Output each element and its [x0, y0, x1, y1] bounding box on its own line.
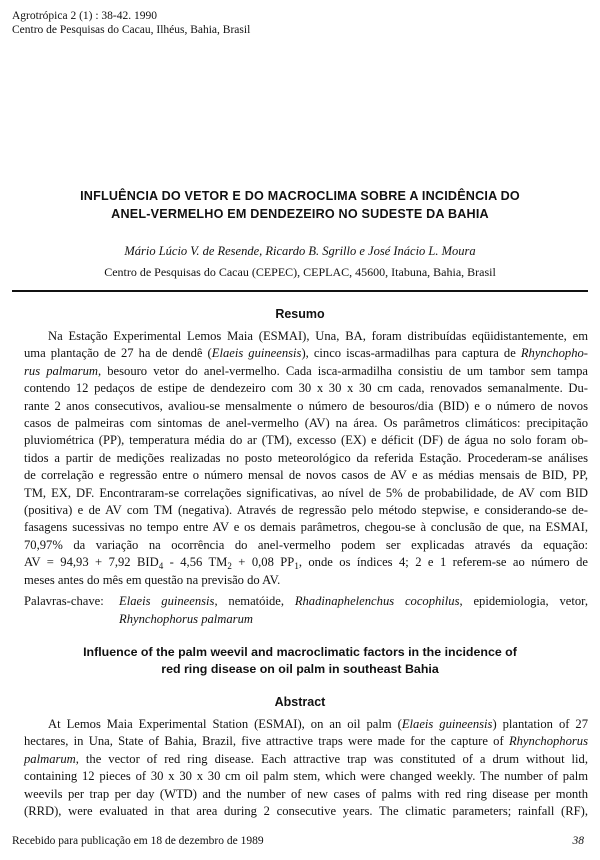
- text-segment: 70,97% da variação na ocorrência do anel-vermelho podem ser explicadas através da equação:: [24, 537, 588, 552]
- title-pt: [0, 187, 600, 223]
- text-segment: meses antes do mês em questão na previsão do AV.: [24, 572, 281, 587]
- italic-term: Elaeis guineensis: [401, 716, 493, 731]
- text-segment: rante 2 anos consecutivos, avaliou-se mensalmente o número de besouros/dia (BID) e o número de novos: [24, 398, 588, 413]
- text-line: [24, 363, 588, 380]
- subscript: 1: [294, 561, 299, 572]
- italic-term: rus palmarum: [24, 363, 98, 378]
- italic-term: Elaeis guineensis: [119, 594, 215, 609]
- text-line: [24, 328, 588, 345]
- text-line: [24, 432, 588, 449]
- subscript: 2: [227, 561, 232, 572]
- text-line: [24, 768, 588, 785]
- text-line: [24, 502, 588, 519]
- text-segment: (RRD), were evaluated in that area during 2 consecutive years. The climatic parameters; rainfall (RF),: [24, 803, 588, 818]
- text-line: [24, 450, 588, 467]
- journal-citation: Agrotrópica 2 (1) : 38-42. 1990: [12, 10, 157, 22]
- header-divider: [12, 290, 588, 292]
- text-line: [24, 415, 588, 432]
- text-line: [24, 467, 588, 484]
- text-line: [24, 398, 588, 415]
- footer: [12, 834, 584, 848]
- text-line: [24, 537, 588, 554]
- text-segment: contendo 12 pedaços de estipe de dendezeiro com 30 x 30 x 30 cm cada, renovados semanalmente. Du-: [24, 381, 588, 396]
- text-segment: At Lemos Maia Experimental Station (ESMAI), on an oil palm (: [48, 716, 402, 731]
- text-line: [24, 554, 588, 571]
- text-segment: tidos a partir de medições realizadas no posto meteorológico da referida Estação. Procederam-se análises: [24, 450, 588, 465]
- text-line: [24, 485, 588, 502]
- text-segment: ), cinco iscas-armadilhas para captura de: [301, 346, 521, 361]
- italic-term: Rhadinaphelenchus cocophilus: [294, 594, 460, 609]
- text-segment: , the vector of red ring disease. Each attractive trap was constituted of a drum without lid,: [75, 751, 588, 766]
- text-segment: , onde os índices 4; 2 e 1 referem-se ao número de: [298, 555, 588, 570]
- publisher-line: Centro de Pesquisas do Cacau, Ilhéus, Bahia, Brasil: [12, 24, 251, 36]
- abstract-body: [24, 716, 588, 820]
- keywords-list: [119, 593, 588, 628]
- text-line: [24, 751, 588, 768]
- italic-term: Elaeis guineensis: [211, 346, 302, 361]
- text-segment: de correlação e regressão entre o número mensal de novos casos de AV e as médias mensais de BID, PP,: [24, 468, 588, 483]
- text-line: [24, 519, 588, 536]
- text-segment: (positiva) e de AV com TM (negativa). Através de regressão pelo método stepwise, e considerando-se de-: [24, 503, 588, 518]
- text-segment: uma plantação de 27 ha de dendê (: [24, 346, 212, 361]
- text-segment: TM, EX, DF. Encontraram-se correlações significativas, ao nível de 5% de probabilidade, de AV com BID: [24, 485, 588, 500]
- text-line: [24, 572, 588, 589]
- affiliation: Centro de Pesquisas do Cacau (CEPEC), CEPLAC, 45600, Itabuna, Bahia, Brasil: [104, 265, 496, 279]
- italic-term: Rhynchophorus: [508, 734, 588, 749]
- text-segment: ) plantation of 27: [492, 716, 589, 731]
- text-segment: pluviométrica (PP), temperatura média do ar (TM), excesso (EX) e déficit (DF) de água no solo foram ob-: [24, 433, 588, 448]
- text-segment: - 4,56 TM: [163, 555, 228, 570]
- received-date: Recebido para publicação em 18 de dezembro de 1989: [12, 835, 264, 848]
- italic-term: palmarum: [24, 751, 76, 766]
- page-number: 38: [572, 835, 584, 848]
- keywords-label: Palavras-chave:: [24, 594, 104, 609]
- text-line: [119, 611, 588, 628]
- text-segment: AV = 94,93 + 7,92 BID: [24, 555, 159, 570]
- text-segment: , besouro vetor do anel-vermelho. Cada isca-armadilha consistiu de um tambor sem tampa: [97, 363, 588, 378]
- abstract-heading: Abstract: [274, 694, 326, 709]
- authors: Mário Lúcio V. de Resende, Ricardo B. Sgrillo e José Inácio L. Moura: [124, 244, 476, 258]
- title-en: [0, 644, 600, 678]
- text-segment: , nematóide,: [214, 594, 295, 609]
- text-line: [24, 803, 588, 820]
- text-segment: hectares, in Una, State of Bahia, Brazil, five attractive traps were made for the capture of: [24, 734, 509, 749]
- italic-term: Rhynchopho-: [520, 346, 588, 361]
- text-line: [24, 345, 588, 362]
- title-pt-line-2: ANEL-VERMELHO EM DENDEZEIRO NO SUDESTE DA BAHIA: [111, 207, 489, 221]
- keywords: [24, 593, 588, 628]
- text-segment: + 0,08 PP: [231, 555, 295, 570]
- text-line: [24, 380, 588, 397]
- text-segment: weevils per trap per day (WTD) and the number of new cases of palms with red ring disease per month: [24, 786, 588, 801]
- text-line: [24, 786, 588, 803]
- text-segment: , epidemiologia, vetor,: [459, 594, 588, 609]
- italic-term: Rhynchophorus palmarum: [119, 611, 253, 626]
- title-en-line-1: Influence of the palm weevil and macroclimatic factors in the incidence of: [83, 644, 517, 659]
- text-line: [119, 593, 588, 610]
- text-line: [24, 716, 588, 733]
- text-segment: Na Estação Experimental Lemos Maia (ESMAI), Una, BA, foram distribuídas eqüidistantemente, em: [48, 329, 588, 343]
- subscript: 4: [158, 561, 164, 572]
- text-segment: containing 12 pieces of 30 x 30 x 30 cm oil palm stem, which were changed weekly. The number of palm: [24, 769, 588, 784]
- title-pt-line-1: INFLUÊNCIA DO VETOR E DO MACROCLIMA SOBRE A INCIDÊNCIA DO: [80, 189, 520, 203]
- resumo-body: [24, 328, 588, 589]
- title-en-line-2: red ring disease on oil palm in southeast Bahia: [161, 661, 439, 676]
- text-segment: fasagens sucessivas no tempo entre AV e os demais parâmetros, chegou-se à conclusão de que, na ESMAI,: [24, 520, 588, 535]
- text-segment: casos de palmeiras com sintomas de anel-vermelho (AV) na área. Os parâmetros climáticos: precipitação: [24, 416, 588, 431]
- resumo-heading: Resumo: [275, 307, 325, 321]
- text-line: [24, 733, 588, 750]
